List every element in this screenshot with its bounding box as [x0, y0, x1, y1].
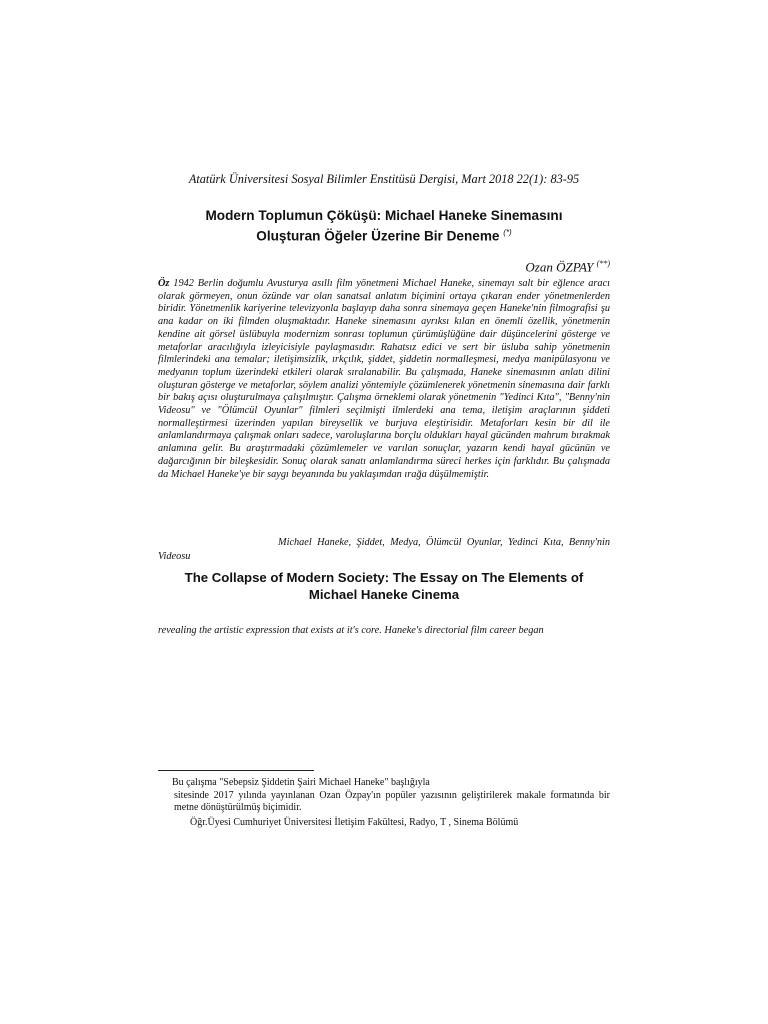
title-footnote-marker: (*): [503, 228, 512, 237]
english-title-line-1: The Collapse of Modern Society: The Essay on The Elements of: [184, 570, 584, 585]
title-line-2: [150, 224, 618, 245]
article-title: [150, 207, 618, 245]
english-title: [150, 569, 618, 603]
title-line-1: Modern Toplumun Çöküşü: Michael Haneke Sinemasını: [205, 208, 563, 223]
footnote-2: Öğr.Üyesi Cumhuriyet Üniversitesi İletişim Fakültesi, Radyo, T , Sinema Bölümü: [190, 816, 519, 828]
author-footnote-marker: (**): [596, 259, 610, 268]
title-line-2-text: Oluşturan Öğeler Üzerine Bir Deneme: [256, 228, 500, 244]
author-name: Ozan ÖZPAY: [525, 259, 594, 275]
author-line: [525, 259, 610, 275]
english-abstract-line: revealing the artistic expression that exists at it's core. Haneke's directorial film career began: [158, 625, 544, 636]
english-title-line-2: Michael Haneke Cinema: [308, 587, 460, 602]
abstract: [158, 278, 610, 481]
footnote-1-line-1: Bu çalışma "Sebepsiz Şiddetin Şairi Michael Haneke" başlığıyla: [172, 777, 430, 788]
footnote-1-line-2: sitesinde 2017 yılında yayınlanan Ozan Özpay'ın popüler yazısının geliştirilerek makale formatında bir metne dönüştürülmüş biçimidir.: [174, 789, 610, 813]
footnotes: [158, 777, 610, 829]
footnote-divider: [158, 770, 314, 771]
abstract-text: 1942 Berlin doğumlu Avusturya asıllı film yönetmeni Michael Haneke, sinemayı salt bir eğlence aracı olarak görmeyen, onun özünde var olan sanatsal anlatım biçimini ortaya çıkaran ender yönetmenlerden biridir. Yönetmenlik kariyerine televizyonla başlayıp daha sonra sinemaya geçen Haneke'nin filmografisi şu ana kadar on iki filmden oluşmaktadır. Haneke sinemasını ayrıksı kılan en önemli özellik, yönetmenin kendine ait görsel üslübuyla modernizm sonrası toplumun çürümüşlüğüne dair düşüncelerini gösterge ve metaforlar aracılığıyla izleyicisiyle paylaşmasıdır. Rahatsız edici ve sert bir üsluba sahip yönetmenin filmlerindeki ana temalar; iletişimsizlik, ırkçılık, şiddet, şiddetin normalleşmesi, medya manipülasyonu ve medyanın toplum üzerindeki etkileri olarak sıralanabilir. Bu çalışmada, Haneke sinemasının anlatı dilini oluşturan gösterge ve metaforlar, söylem analizi yöntemiyle çözümlenerek yönetmenin sinemasına dair farklı bir bakış açısı oluşturulmaya çalışılmıştır. Çalışma örneklemi olarak yönetmenin "Yedinci Kıta", "Benny'nin Videosu" ve "Ölümcül Oyunlar" filmleri seçilmişti ilmlerdeki ana tema, iletişim araçlarının şiddeti normalleştirmesi üzerinden yapılan bireysellik ve burjuva eleştirisidir. Metaforları kesin bir dil ile anlamlandırmaya çalışmak onları sadece, varoluşlarına borçlu oldukları hayal gücünden mahrum bırakmak anlamına gelir. Bu araştırmadaki çözümlemeler ve varılan sonuçlar, yazarın kendi hayal gücünün ve dağarcığının bir bileşkesidir. Sonuç olarak sanatı anlamlandırma süreci herkes için farklıdır. Bu çalışmada da Michael Haneke'ye bir saygı beyanında bu yaklaşımdan ırağa düşülmemiştir.: [158, 278, 610, 480]
journal-header: Atatürk Üniversitesi Sosyal Bilimler Enstitüsü Dergisi, Mart 2018 22(1): 83-95: [188, 172, 580, 186]
abstract-label: Öz: [158, 278, 170, 289]
keywords: Michael Haneke, Şiddet, Medya, Ölümcül Oyunlar, Yedinci Kıta, Benny'nin Videosu: [158, 537, 610, 562]
